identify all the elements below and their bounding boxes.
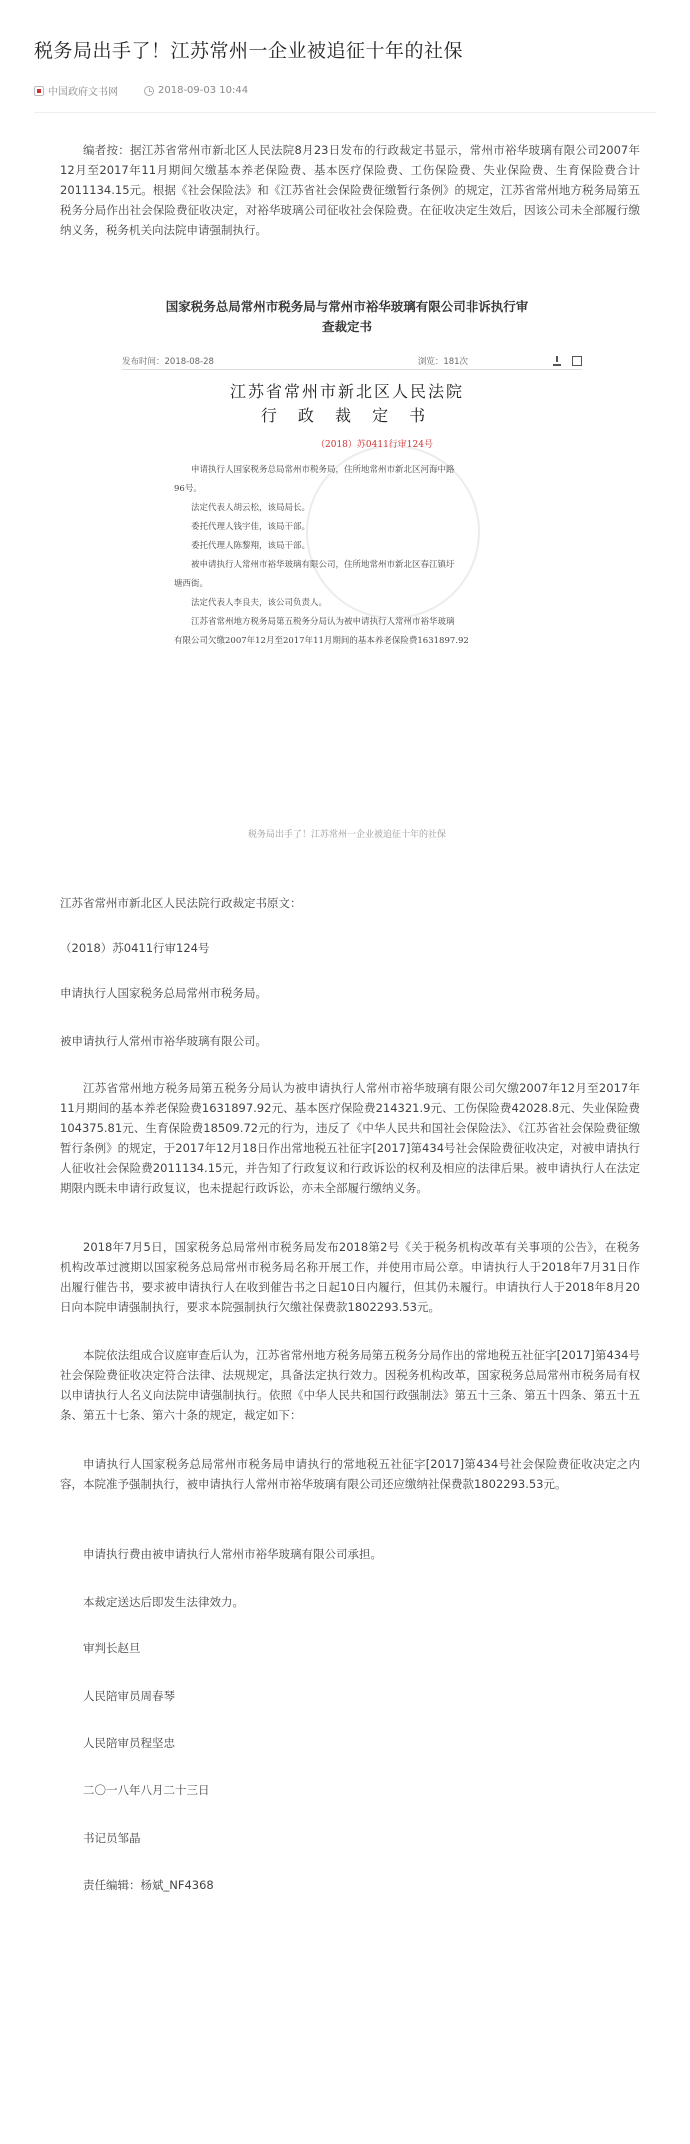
- paragraph: 江苏省常州地方税务局第五税务分局认为被申请执行人常州市裕华玻璃有限公司欠缴2007年12月至2017年11月期间的基本养老保险费1631897.92元、基本医疗保险费214321.9元、工伤保险费42028.8元、失业保险费104375.81元、生育保险费18509.72元的行为，违反了《中华人民共和国社会保险法》、《江苏省社会保险费征缴暂行条例》的规定，于2017年12月18日作出常地税五社征字[2017]第434号社会保险费征收决定，对被申请执行人征收社会保险费2011134.15元，并告知了行政复议和行政诉讼的权利及相应的法律后果。被申请执行人在法定期限内既未申请行政复议，也未提起行政诉讼，亦未全部履行缴纳义务。: [60, 1081, 640, 1195]
- print-icon[interactable]: [572, 356, 582, 366]
- divider: [34, 112, 656, 113]
- signature-juror: 人民陪审员程坚忠: [83, 1736, 175, 1750]
- signature-juror: 人民陪审员周春琴: [83, 1689, 175, 1703]
- embed-title-line1: 国家税务总局常州市税务局与常州市裕华玻璃有限公司非诉执行审: [165, 299, 529, 314]
- download-icon[interactable]: [552, 356, 562, 366]
- doc-line: 塘西街。: [174, 579, 209, 589]
- embed-divider: [122, 369, 582, 370]
- source-icon: [34, 86, 44, 96]
- signature-judge: 审判长赵旦: [83, 1641, 141, 1655]
- article-title: 税务局出手了！江苏常州一企业被追征十年的社保: [34, 40, 464, 62]
- article-source[interactable]: 中国政府文书网: [48, 87, 118, 98]
- responsible-editor: 责任编辑：杨斌_NF4368: [83, 1878, 214, 1892]
- embed-icons: [552, 356, 582, 366]
- paragraph: 申请执行人国家税务总局常州市税务局申请执行的常地税五社征字[2017]第434号社会保险费征收决定之内容，本院准予强制执行，被申请执行人常州市裕华玻璃有限公司还应缴纳社保费款1802293.53元。: [60, 1457, 640, 1491]
- doc-type: 行 政 裁 定 书: [260, 406, 434, 425]
- embedded-document-image: [66, 295, 628, 850]
- doc-line: 委托代理人陈黎翔，该局干部。: [191, 541, 311, 551]
- document-date: 二〇一八年八月二十三日: [83, 1783, 210, 1797]
- doc-line: 委托代理人钱宇佳，该局干部。: [191, 522, 311, 532]
- doc-line: 法定代表人胡云松，该局局长。: [191, 503, 311, 513]
- doc-line: 江苏省常州地方税务局第五税务分局认为被申请执行人常州市裕华玻璃: [191, 617, 455, 627]
- doc-line: 申请执行人国家税务总局常州市税务局，住所地常州市新北区河海中路: [191, 465, 455, 475]
- paragraph: （2018）苏0411行审124号: [60, 941, 210, 955]
- embed-title-line2: 查裁定书: [321, 319, 372, 334]
- paragraph: 本院依法组成合议庭审查后认为，江苏省常州地方税务局第五税务分局作出的常地税五社征字[2017]第434号社会保险费征收决定符合法律、法规规定，具备法定执行效力。因税务机构改革，国家税务总局常州市税务局有权以申请执行人名义向法院申请强制执行。依照《中华人民共和国行政强制法》第五十三条、第五十四条、第五十五条、第五十七条、第六十条的规定，裁定如下：: [60, 1348, 640, 1422]
- paragraph: 申请执行人国家税务总局常州市税务局。: [60, 986, 267, 1000]
- court-name: 江苏省常州市新北区人民法院: [229, 382, 464, 401]
- editor-note: 编者按：据江苏省常州市新北区人民法院8月23日发布的行政裁定书显示，常州市裕华玻璃有限公司2007年12月至2017年11月期间欠缴基本养老保险费、基本医疗保险费、工伤保险费、失业保险费、生育保险费合计2011134.15元。根据《社会保险法》和《江苏省社会保险费征缴暂行条例》的规定，江苏省常州地方税务局第五税务分局作出社会保险费征收决定，对裕华玻璃公司征收社会保险费。在征收决定生效后，因该公司未全部履行缴纳义务，税务机关向法院申请强制执行。: [60, 143, 640, 237]
- article-datetime: 2018-09-03 10:44: [158, 85, 249, 96]
- paragraph: 被申请执行人常州市裕华玻璃有限公司。: [60, 1034, 267, 1048]
- doc-line: 有限公司欠缴2007年12月至2017年11月期间的基本养老保险费1631897.92: [174, 636, 469, 646]
- embed-publish: 发布时间：2018-08-28: [122, 357, 214, 367]
- image-caption: 税务局出手了！江苏常州一企业被追征十年的社保: [247, 830, 446, 840]
- paragraph: 2018年7月5日，国家税务总局常州市税务局发布2018第2号《关于税务机构改革有关事项的公告》，在税务机构改革过渡期以国家税务总局常州市税务局名称开展工作，并使用市局公章。申请执行人于2018年7月31日作出履行催告书，要求被申请执行人在收到催告书之日起10日内履行，但其仍未履行。申请执行人于2018年8月20日向本院申请强制执行，要求本院强制执行欠缴社保费款1802293.53元。: [60, 1240, 640, 1314]
- paragraph: 本裁定送达后即发生法律效力。: [83, 1595, 244, 1609]
- embed-meta: [122, 355, 582, 367]
- case-number: （2018）苏0411行审124号: [316, 440, 433, 450]
- signature-clerk: 书记员邹晶: [83, 1831, 141, 1845]
- paragraph: 江苏省常州市新北区人民法院行政裁定书原文：: [60, 896, 302, 910]
- clock-icon: [144, 86, 154, 96]
- doc-line: 被申请执行人常州市裕华玻璃有限公司，住所地常州市新北区春江镇圩: [191, 560, 455, 570]
- doc-line: 96号。: [174, 484, 202, 494]
- embed-title: [66, 297, 628, 337]
- embed-doc-lines: [174, 461, 566, 651]
- doc-line: 法定代表人李良夫，该公司负责人。: [191, 598, 328, 608]
- embed-views: 浏览：181次: [417, 357, 469, 367]
- paragraph: 申请执行费由被申请执行人常州市裕华玻璃有限公司承担。: [83, 1547, 382, 1561]
- article-meta: [34, 83, 248, 98]
